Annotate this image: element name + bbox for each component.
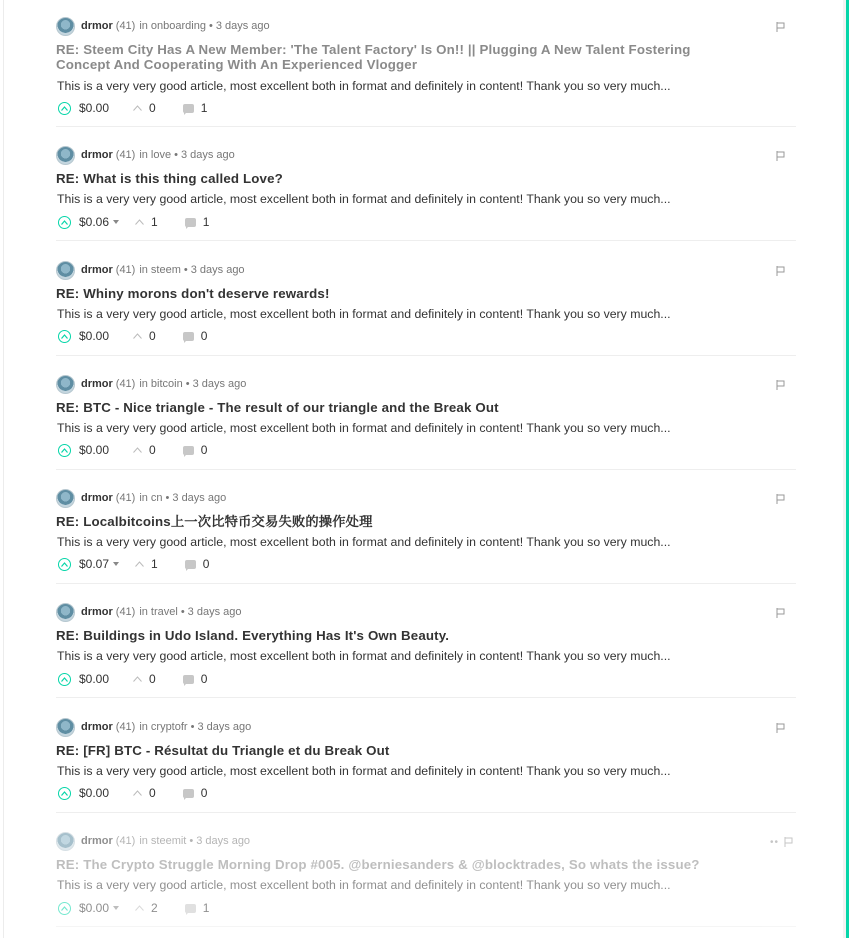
category-link[interactable]: travel [150,606,178,618]
flag-icon[interactable] [776,380,786,390]
timestamp[interactable]: 3 days ago [172,492,227,504]
list-item [56,145,796,241]
post-meta [56,717,251,737]
comment-count[interactable]: 0 [200,786,208,800]
upvote-circle-icon[interactable] [58,444,71,457]
author-link[interactable]: drmor [81,149,113,161]
post-title[interactable]: RE: [FR] BTC - Résultat du Triangle et du Break Out [56,743,390,758]
category-link[interactable]: onboarding [150,20,206,32]
author-link[interactable]: drmor [81,20,113,32]
vote-count[interactable]: 0 [149,101,156,115]
in-label: in [139,835,148,847]
payout-value[interactable]: $0.00 [79,443,110,457]
upvote-circle-icon[interactable] [58,330,71,343]
timestamp[interactable]: 3 days ago [180,149,235,161]
category-link[interactable]: cryptofr [150,721,188,733]
post-excerpt[interactable]: This is a very very good article, most excellent both in format and definitely in content! Thank you so very much... [57,535,671,549]
meta-separator: • [189,835,194,847]
upvote-arrow-icon[interactable] [133,447,142,453]
vote-count[interactable]: 1 [151,557,158,571]
meta-separator: • [165,492,170,504]
flag-icon[interactable] [784,837,794,847]
post-excerpt[interactable]: This is a very very good article, most excellent both in format and definitely in content! Thank you so very much... [57,878,671,892]
category-link[interactable]: steem [150,264,181,276]
category-link[interactable]: love [150,149,172,161]
page-left-border [3,0,4,938]
meta-separator: • [208,20,213,32]
post-title[interactable] [56,42,690,72]
post-meta [56,374,246,394]
reputation: (41) [115,378,136,390]
reputation: (41) [115,721,136,733]
avatar[interactable] [56,261,75,280]
flag-icon[interactable] [776,494,786,504]
list-item [56,260,796,356]
post-excerpt[interactable]: This is a very very good article, most excellent both in format and definitely in content! Thank you so very much... [57,649,671,663]
avatar[interactable] [56,832,75,851]
author-link[interactable]: drmor [81,721,113,733]
comment-bubble-icon[interactable] [185,904,196,913]
upvote-circle-icon[interactable] [58,216,71,229]
meta-separator: • [183,264,188,276]
post-meta [56,145,235,165]
upvote-circle-icon[interactable] [58,787,71,800]
post-excerpt[interactable]: This is a very very good article, most excellent both in format and definitely in content! Thank you so very much... [57,307,671,321]
comment-bubble-icon[interactable] [183,789,194,798]
comment-count[interactable]: 0 [200,672,208,686]
category-link[interactable]: cn [150,492,163,504]
avatar[interactable] [56,718,75,737]
comment-bubble-icon[interactable] [183,446,194,455]
reputation: (41) [115,606,136,618]
payout-dropdown-icon[interactable] [113,562,119,566]
timestamp[interactable]: 3 days ago [192,378,247,390]
comment-count[interactable]: 0 [200,443,208,457]
in-label: in [139,149,148,161]
upvote-circle-icon[interactable] [58,673,71,686]
comment-bubble-icon[interactable] [183,104,194,113]
flag-icon[interactable] [776,723,786,733]
post-footer [58,670,207,688]
reputation: (41) [115,492,136,504]
vote-count[interactable]: 0 [149,786,156,800]
flag-icon[interactable] [776,151,786,161]
payout-dropdown-icon[interactable] [113,906,119,910]
post-footer [58,899,209,917]
upvote-circle-icon[interactable] [58,902,71,915]
avatar[interactable] [56,489,75,508]
flag-icon[interactable] [776,22,786,32]
author-link[interactable]: drmor [81,378,113,390]
vote-count[interactable]: 0 [149,443,156,457]
payout-value[interactable]: $0.00 [79,329,110,343]
more-dots-icon[interactable]: •• [769,837,779,848]
comment-bubble-icon[interactable] [183,332,194,341]
timestamp[interactable]: 3 days ago [196,835,251,847]
upvote-circle-icon[interactable] [58,102,71,115]
meta-separator: • [180,606,185,618]
post-meta [56,16,270,36]
comment-count[interactable]: 0 [202,557,210,571]
in-label: in [139,492,148,504]
payout-value[interactable]: $0.00 [79,901,110,915]
timestamp[interactable]: 3 days ago [190,264,245,276]
post-title-line-1: RE: Steem City Has A New Member: 'The Talent Factory' Is On!! || Plugging A New Talent Fostering [56,42,691,57]
comment-bubble-icon[interactable] [183,675,194,684]
in-label: in [139,378,148,390]
post-footer [58,441,207,459]
payout-value[interactable]: $0.00 [79,672,110,686]
post-meta [56,602,242,622]
upvote-arrow-icon[interactable] [133,105,142,111]
post-meta [56,260,245,280]
reputation: (41) [115,20,136,32]
post-footer [58,327,207,345]
flag-icon[interactable] [776,266,786,276]
payout-value[interactable]: $0.00 [79,786,110,800]
avatar[interactable] [56,146,75,165]
vote-count[interactable]: 0 [149,329,156,343]
post-excerpt[interactable]: This is a very very good article, most excellent both in format and definitely in content! Thank you so very much... [57,79,671,93]
upvote-arrow-icon[interactable] [135,905,144,911]
upvote-arrow-icon[interactable] [133,676,142,682]
payout-dropdown-icon[interactable] [113,220,119,224]
vote-count[interactable]: 2 [151,901,158,915]
post-footer [58,213,209,231]
post-footer [58,99,207,117]
author-link[interactable]: drmor [81,264,113,276]
post-title[interactable]: RE: What is this thing called Love? [56,171,283,186]
list-item [56,717,796,813]
upvote-circle-icon[interactable] [58,558,71,571]
payout-value[interactable]: $0.07 [79,557,110,571]
comment-bubble-icon[interactable] [185,218,196,227]
flag-icon[interactable] [776,608,786,618]
timestamp[interactable]: 3 days ago [187,606,242,618]
payout-value[interactable]: $0.00 [79,101,110,115]
post-title[interactable]: RE: Buildings in Udo Island. Everything Has It's Own Beauty. [56,628,450,643]
upvote-arrow-icon[interactable] [135,561,144,567]
author-link[interactable]: drmor [81,492,113,504]
comment-count[interactable]: 1 [202,901,210,915]
upvote-arrow-icon[interactable] [133,333,142,339]
list-item [56,488,796,584]
post-excerpt[interactable]: This is a very very good article, most excellent both in format and definitely in content! Thank you so very much... [57,764,671,778]
avatar[interactable] [56,375,75,394]
meta-separator: • [174,149,178,161]
list-item [56,374,796,470]
reputation: (41) [115,149,136,161]
author-link[interactable]: drmor [81,606,113,618]
comment-count[interactable]: 0 [200,329,208,343]
list-item [56,602,796,698]
in-label: in [139,721,148,733]
in-label: in [139,606,148,618]
comment-count[interactable]: 1 [200,101,208,115]
avatar[interactable] [56,17,75,36]
meta-separator: • [185,378,190,390]
post-title[interactable]: RE: Whiny morons don't deserve rewards! [56,286,330,301]
timestamp[interactable]: 3 days ago [215,20,270,32]
in-label: in [139,264,148,276]
list-item [56,16,796,127]
post-excerpt[interactable]: This is a very very good article, most excellent both in format and definitely in content! Thank you so very much... [57,192,671,206]
payout-value[interactable]: $0.06 [79,215,110,229]
reputation: (41) [115,835,136,847]
comment-count[interactable]: 1 [202,215,210,229]
meta-separator: • [190,721,195,733]
vote-count[interactable]: 1 [151,215,158,229]
in-label: in [139,20,148,32]
author-link[interactable]: drmor [81,835,113,847]
reputation: (41) [115,264,136,276]
post-title[interactable]: RE: The Crypto Struggle Morning Drop #005. @berniesanders & @blocktrades, So whats the issue? [56,857,700,872]
category-link[interactable]: steemit [150,835,187,847]
post-meta [56,831,250,851]
post-title[interactable]: RE: BTC - Nice triangle - The result of our triangle and the Break Out [56,400,499,415]
upvote-arrow-icon[interactable] [135,219,144,225]
post-footer [58,555,209,573]
category-link[interactable]: bitcoin [150,378,183,390]
vote-count[interactable]: 0 [149,672,156,686]
post-footer [58,784,207,802]
list-item [56,831,796,927]
scroll-accent-bar[interactable] [846,0,849,938]
post-title-line-2: Concept And Cooperating With An Experienced Vlogger [56,57,418,72]
post-title[interactable]: RE: Localbitcoins上一次比特币交易失败的操作处理 [56,514,373,529]
comment-bubble-icon[interactable] [185,560,196,569]
timestamp[interactable]: 3 days ago [197,721,252,733]
post-meta [56,488,226,508]
post-excerpt[interactable]: This is a very very good article, most excellent both in format and definitely in content! Thank you so very much... [57,421,671,435]
avatar[interactable] [56,603,75,622]
upvote-arrow-icon[interactable] [133,790,142,796]
